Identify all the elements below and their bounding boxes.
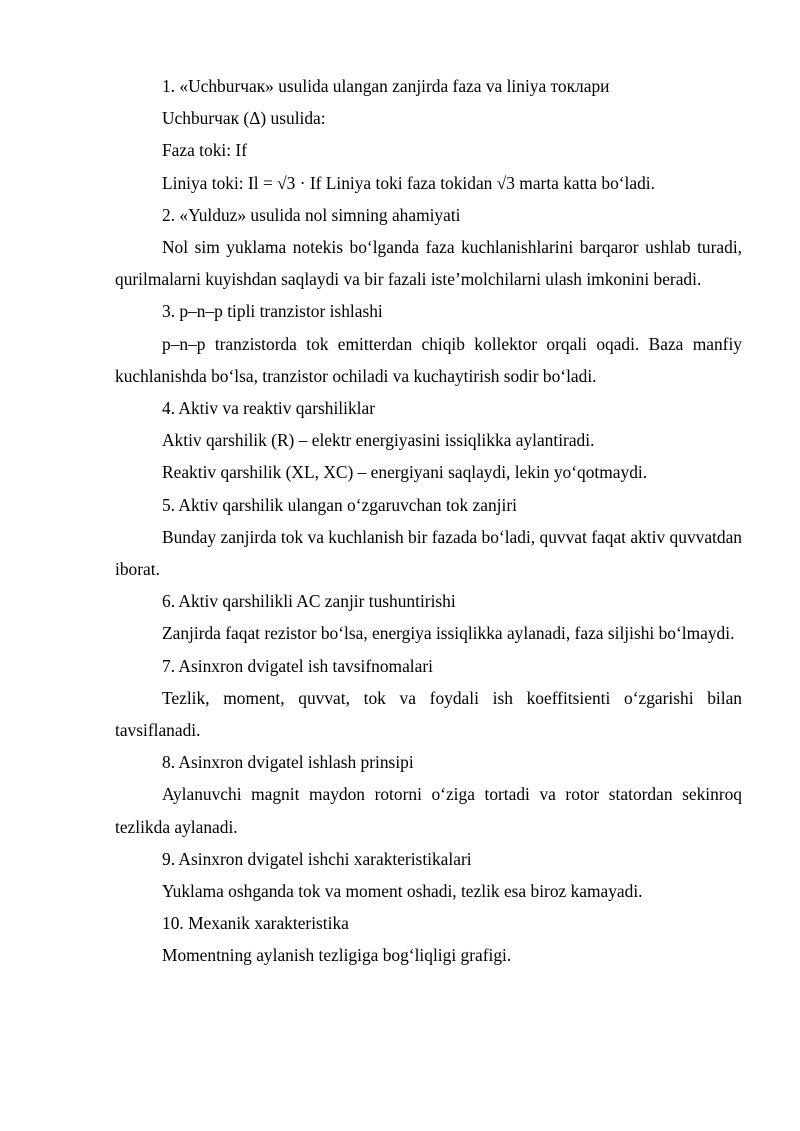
text-line: Faza toki: If (162, 140, 247, 161)
paragraph: Bunday zanjirda tok va kuchlanish bir fazada bo‘ladi, quvvat faqat aktiv quvvatdan iborat. (115, 526, 742, 580)
heading-6: 6. Aktiv qarshilikli AC zanjir tushuntirishi (162, 591, 456, 612)
paragraph: p–n–p tranzistorda tok emitterdan chiqib kollektor orqali oqadi. Baza manfiy kuchlanishda bo‘lsa, tranzistor ochiladi va kuchaytirish sodir bo‘ladi. (115, 333, 742, 386)
heading-8: 8. Asinxron dvigatel ishlash prinsipi (162, 752, 414, 773)
paragraph: Zanjirda faqat rezistor bo‘lsa, energiya issiqlikka aylanadi, faza siljishi bo‘lmaydi. (162, 623, 735, 644)
heading-7: 7. Asinxron dvigatel ish tavsifnomalari (162, 655, 433, 676)
heading-3: 3. p–n–p tipli tranzistor ishlashi (162, 301, 383, 322)
heading-2: 2. «Yulduz» usulida nol simning ahamiyati (162, 204, 461, 225)
text-line: Reaktiv qarshilik (XL, XC) – energiyani saqlaydi, lekin yo‘qotmaydi. (162, 462, 648, 483)
heading-9: 9. Asinxron dvigatel ishchi xarakteristikalari (162, 848, 472, 869)
document-body (115, 70, 742, 972)
heading-1: 1. «Uchburчак» usulida ulangan zanjirda faza va liniya токлари (162, 76, 610, 96)
heading-4: 4. Aktiv va reaktiv qarshiliklar (162, 398, 375, 419)
text-line: Yuklama oshganda tok va moment oshadi, tezlik esa biroz kamayadi. (162, 881, 643, 902)
text-line: Aktiv qarshilik (R) – elektr energiyasini issiqlikka aylantiradi. (162, 430, 595, 451)
text-line: Liniya toki: Il = √3 · If Liniya toki faza tokidan √3 marta katta bo‘ladi. (162, 172, 655, 193)
text-line: Uchburчак (Δ) usulida: (162, 108, 326, 129)
paragraph: Tezlik, moment, quvvat, tok va foydali ish koeffitsienti o‘zgarishi bilan tavsiflanadi. (115, 687, 742, 741)
paragraph: Aylanuvchi magnit maydon rotorni o‘ziga tortadi va rotor statordan sekinroq tezlikda aylanadi. (115, 784, 742, 837)
text-line: Momentning aylanish tezligiga bog‘liqligi grafigi. (162, 945, 512, 966)
heading-5: 5. Aktiv qarshilik ulangan o‘zgaruvchan tok zanjiri (162, 494, 517, 515)
heading-10: 10. Mexanik xarakteristika (162, 913, 349, 934)
paragraph: Nol sim yuklama notekis bo‘lganda faza kuchlanishlarini barqaror ushlab turadi, qurilmalarni kuyishdan saqlaydi va bir fazali iste’molchilarni ulash imkonini beradi. (115, 237, 742, 290)
